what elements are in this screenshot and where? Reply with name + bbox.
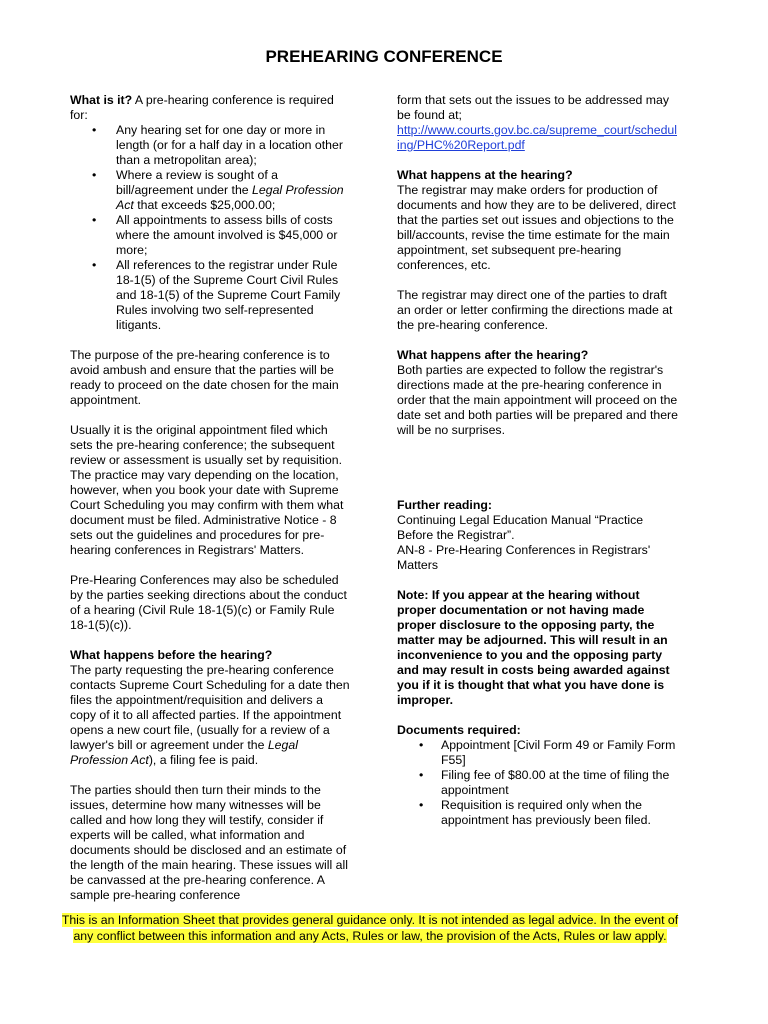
list-item bbox=[70, 168, 352, 213]
act-name: Legal Profession Act bbox=[116, 183, 344, 212]
list-item: • Requisition is required only when the appointment has previously been filed. bbox=[397, 798, 679, 828]
documents-list bbox=[397, 738, 679, 828]
usually-paragraph: Usually it is the original appointment filed which sets the pre-hearing conference; the subsequent review or assessment is usually set by requisition. The practice may vary depending on the location, however, when you book your date with Supreme Court Scheduling you may confirm with them what document must be filed. Administrative Notice - 8 sets out the guidelines and procedures for pre-hearing conferences in Registrars' Matters. bbox=[70, 423, 344, 557]
before-hearing-text: The party requesting the pre-hearing conference contacts Supreme Court Scheduling for a date then files the appointment/requisition and delivers a copy of it to all affected parties. If the appointment opens a new court file, (usually for a review of a lawyer's bill or agreement under the bbox=[70, 663, 350, 752]
purpose-paragraph: The purpose of the pre-hearing conference is to avoid ambush and ensure that the parties will be ready to proceed on the date chosen for the main appointment. bbox=[70, 348, 339, 407]
what-is-it-label: What is it? bbox=[70, 93, 133, 107]
disclaimer-text: This is an Information Sheet that provides general guidance only. It is not intended as legal advice. In the event of any conflict between this information and any Acts, Rules or law, the provision of the Acts, Rules or law apply. bbox=[61, 913, 679, 943]
before-hearing-paragraph bbox=[70, 663, 352, 768]
further-reading-item: AN-8 - Pre-Hearing Conferences in Registrars' Matters bbox=[397, 543, 651, 572]
disclaimer-footer bbox=[60, 912, 680, 944]
left-column bbox=[70, 93, 352, 903]
parties-paragraph: The parties should then turn their minds to the issues, determine how many witnesses will be called and how long they will testify, consider if experts will be called, what information and documents should be disclosed and an estimate of the length of the main hearing. These issues will all be canvassed at the pre-hearing conference. A sample pre-hearing conference bbox=[70, 783, 348, 902]
list-item: • Appointment [Civil Form 49 or Family Form F55] bbox=[397, 738, 679, 768]
further-reading-item: Continuing Legal Education Manual “Practice Before the Registrar”. bbox=[397, 513, 644, 542]
at-hearing-paragraph: The registrar may make orders for production of documents and how they are to be delivered, direct that the parties set out issues and objections to the bill/accounts, revise the time estimate for the main appointment, set subsequent pre-hearing conferences, etc. bbox=[397, 183, 676, 272]
list-item-tail: that exceeds $25,000.00; bbox=[133, 198, 276, 212]
further-reading-heading: Further reading: bbox=[397, 498, 492, 512]
before-hearing-heading: What happens before the hearing? bbox=[70, 648, 273, 662]
form-paragraph: form that sets out the issues to be addressed may be found at; bbox=[397, 93, 670, 122]
what-is-it-paragraph bbox=[70, 93, 352, 123]
draft-order-paragraph: The registrar may direct one of the parties to draft an order or letter confirming the directions made at the pre-hearing conference. bbox=[397, 288, 673, 332]
requirement-list bbox=[70, 123, 352, 333]
what-is-it-text: A pre-hearing conference is required for: bbox=[70, 93, 334, 122]
after-hearing-heading: What happens after the hearing? bbox=[397, 348, 589, 362]
act-name: Legal Profession Act bbox=[70, 738, 298, 767]
list-item: • All references to the registrar under Rule 18-1(5) of the Supreme Court Civil Rules and 18-1(5) of the Supreme Court Family Rules involving two self-represented litigants. bbox=[70, 258, 352, 333]
list-item-text: Where a review is sought of a bill/agreement under the bbox=[116, 168, 278, 197]
documents-required-heading: Documents required: bbox=[397, 723, 521, 737]
right-column bbox=[397, 93, 679, 828]
also-scheduled-paragraph: Pre-Hearing Conferences may also be scheduled by the parties seeking directions about the conduct of a hearing (Civil Rule 18-1(5)(c) or Family Rule 18-1(5)(c)). bbox=[70, 573, 347, 632]
at-hearing-heading: What happens at the hearing? bbox=[397, 168, 573, 182]
page-title: PREHEARING CONFERENCE bbox=[265, 47, 503, 66]
list-item: • Filing fee of $80.00 at the time of filing the appointment bbox=[397, 768, 679, 798]
list-item: • All appointments to assess bills of costs where the amount involved is $45,000 or more; bbox=[70, 213, 352, 258]
before-hearing-tail: ), a filing fee is paid. bbox=[148, 753, 259, 767]
list-item: • Any hearing set for one day or more in length (or for a half day in a location other than a metropolitan area); bbox=[70, 123, 352, 168]
phc-report-link[interactable]: http://www.courts.gov.bc.ca/supreme_court/scheduling/PHC%20Report.pdf bbox=[397, 123, 677, 152]
note-paragraph: Note: If you appear at the hearing without proper documentation or not having made proper disclosure to the opposing party, the matter may be adjourned. This will result in an inconvenience to you and the opposing party and may result in costs being awarded against you if it is thought that what you have done is improper. bbox=[397, 588, 670, 707]
after-hearing-paragraph: Both parties are expected to follow the registrar's directions made at the pre-hearing conference in order that the main appointment will proceed on the date set and both parties will be prepared and there will be no surprises. bbox=[397, 363, 678, 437]
